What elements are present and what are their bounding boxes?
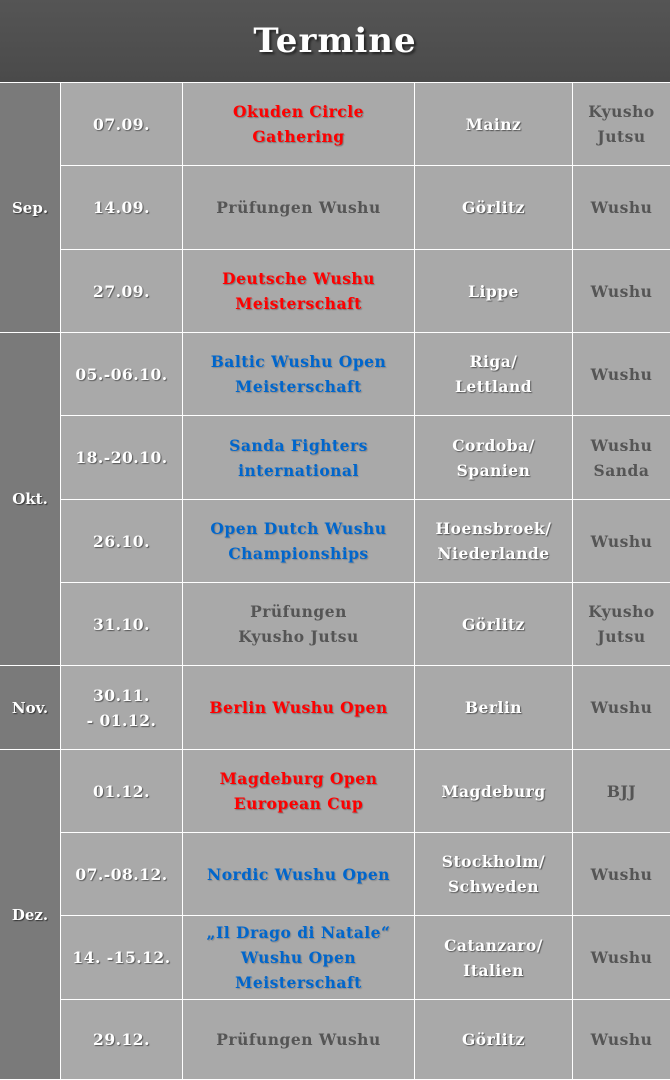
event-place: Berlin xyxy=(464,698,523,717)
table-row xyxy=(61,1000,670,1080)
event-date-cell xyxy=(61,166,183,250)
event-date-cell xyxy=(61,666,183,750)
table-row xyxy=(61,833,670,916)
month-label: Sep. xyxy=(11,198,49,217)
event-style-cell xyxy=(573,250,670,333)
event-date: 14. -15.12. xyxy=(72,948,171,967)
table-row xyxy=(61,83,670,166)
event-date-cell xyxy=(61,583,183,666)
event-place-cell xyxy=(415,166,573,250)
event-style: Wushu xyxy=(590,198,653,217)
event-style: Wushu xyxy=(590,531,653,551)
event-date-cell xyxy=(61,333,183,416)
event-place-cell xyxy=(415,333,573,416)
table-row xyxy=(61,750,670,833)
event-name-cell xyxy=(183,833,415,916)
event-date-cell xyxy=(61,416,183,500)
month-label: Okt. xyxy=(12,490,48,508)
table-row xyxy=(61,666,670,750)
event-date: 01.12. xyxy=(93,781,150,801)
event-place-cell xyxy=(415,416,573,500)
event-style: Wushu xyxy=(590,1030,653,1049)
event-place-cell xyxy=(415,833,573,916)
event-place: Stockholm/ Schweden xyxy=(441,852,546,896)
event-style: Wushu xyxy=(590,948,653,967)
event-date: 29.12. xyxy=(93,1030,150,1049)
event-style: Wushu xyxy=(590,364,653,384)
event-place: Görlitz xyxy=(462,1030,525,1049)
event-style: Wushu xyxy=(590,698,653,717)
event-date: 31.10. xyxy=(93,614,150,634)
event-style-cell xyxy=(573,833,670,916)
event-name-cell xyxy=(183,333,415,416)
event-place: Catanzaro/ Italien xyxy=(444,935,543,980)
table-row xyxy=(61,416,670,500)
event-place-cell xyxy=(415,750,573,833)
event-style-cell xyxy=(573,333,670,416)
event-style: Wushu xyxy=(590,281,653,301)
event-place-cell xyxy=(415,1000,573,1080)
event-date: 07.-08.12. xyxy=(75,864,168,884)
event-place: Mainz xyxy=(465,114,522,134)
event-date: 27.09. xyxy=(93,281,150,301)
event-name-cell xyxy=(183,83,415,166)
table-row xyxy=(61,583,670,666)
event-place: Magdeburg xyxy=(441,781,546,801)
table-row xyxy=(61,916,670,1000)
event-style-cell xyxy=(573,1000,670,1080)
event-date: 26.10. xyxy=(93,531,150,551)
event-date: 07.09. xyxy=(93,114,150,134)
event-date-cell xyxy=(61,1000,183,1080)
page-title: Termine xyxy=(253,21,417,61)
event-place-cell xyxy=(415,916,573,1000)
table-row xyxy=(61,250,670,333)
event-place: Hoensbroek/ Niederlande xyxy=(435,519,552,563)
event-name: Berlin Wushu Open xyxy=(209,698,388,717)
event-name: Open Dutch Wushu Championships xyxy=(210,519,387,563)
event-style-cell xyxy=(573,666,670,750)
event-date-cell xyxy=(61,833,183,916)
event-date-cell xyxy=(61,916,183,1000)
event-place: Lippe xyxy=(468,281,519,301)
event-style: Wushu xyxy=(590,864,653,884)
event-name: Okuden Circle Gathering xyxy=(233,102,364,146)
event-style: Kyusho Jutsu xyxy=(588,602,655,646)
event-date: 30.11. - 01.12. xyxy=(86,685,157,730)
event-style-cell xyxy=(573,583,670,666)
event-place: Görlitz xyxy=(462,198,525,217)
event-style-cell xyxy=(573,416,670,500)
event-name-cell xyxy=(183,666,415,750)
event-place: Cordoba/ Spanien xyxy=(452,435,535,480)
table-row xyxy=(61,166,670,250)
event-style: Wushu Sanda xyxy=(590,435,653,480)
month-label: Dez. xyxy=(11,905,49,924)
event-date: 14.09. xyxy=(93,198,150,217)
month-september xyxy=(0,83,61,333)
event-date: 18.-20.10. xyxy=(75,448,168,467)
event-style-cell xyxy=(573,750,670,833)
table-row xyxy=(61,333,670,416)
header-bar xyxy=(0,0,670,83)
event-date-cell xyxy=(61,500,183,583)
event-name-cell xyxy=(183,416,415,500)
month-november xyxy=(0,666,61,750)
event-place-cell xyxy=(415,666,573,750)
table-row xyxy=(61,500,670,583)
event-name: Prüfungen Wushu xyxy=(216,198,381,217)
event-place: Riga/ Lettland xyxy=(454,352,533,396)
month-december xyxy=(0,750,61,1080)
event-name: Baltic Wushu Open Meisterschaft xyxy=(210,352,387,396)
event-name: „Il Drago di Natale“ Wushu Open Meisterschaft xyxy=(206,923,391,992)
event-style-cell xyxy=(573,83,670,166)
event-name: Magdeburg Open European Cup xyxy=(219,769,378,813)
event-name-cell xyxy=(183,750,415,833)
event-name-cell xyxy=(183,250,415,333)
event-place-cell xyxy=(415,250,573,333)
event-date-cell xyxy=(61,250,183,333)
event-place-cell xyxy=(415,583,573,666)
event-style: Kyusho Jutsu xyxy=(588,102,655,146)
event-place-cell xyxy=(415,500,573,583)
event-name: Prüfungen Wushu xyxy=(216,1030,381,1049)
event-date-cell xyxy=(61,750,183,833)
event-style-cell xyxy=(573,166,670,250)
event-name: Prüfungen Kyusho Jutsu xyxy=(238,602,359,646)
event-name: Deutsche Wushu Meisterschaft xyxy=(222,269,375,313)
event-name-cell xyxy=(183,166,415,250)
event-place: Görlitz xyxy=(462,614,525,634)
month-october xyxy=(0,333,61,666)
event-name: Sanda Fighters international xyxy=(229,435,368,480)
month-label: Nov. xyxy=(11,698,49,717)
event-style-cell xyxy=(573,500,670,583)
event-name-cell xyxy=(183,583,415,666)
event-style-cell xyxy=(573,916,670,1000)
event-place-cell xyxy=(415,83,573,166)
event-name: Nordic Wushu Open xyxy=(207,864,390,884)
event-name-cell xyxy=(183,500,415,583)
event-date: 05.-06.10. xyxy=(75,364,168,384)
event-style: BJJ xyxy=(606,781,637,801)
event-date-cell xyxy=(61,83,183,166)
event-name-cell xyxy=(183,916,415,1000)
event-name-cell xyxy=(183,1000,415,1080)
